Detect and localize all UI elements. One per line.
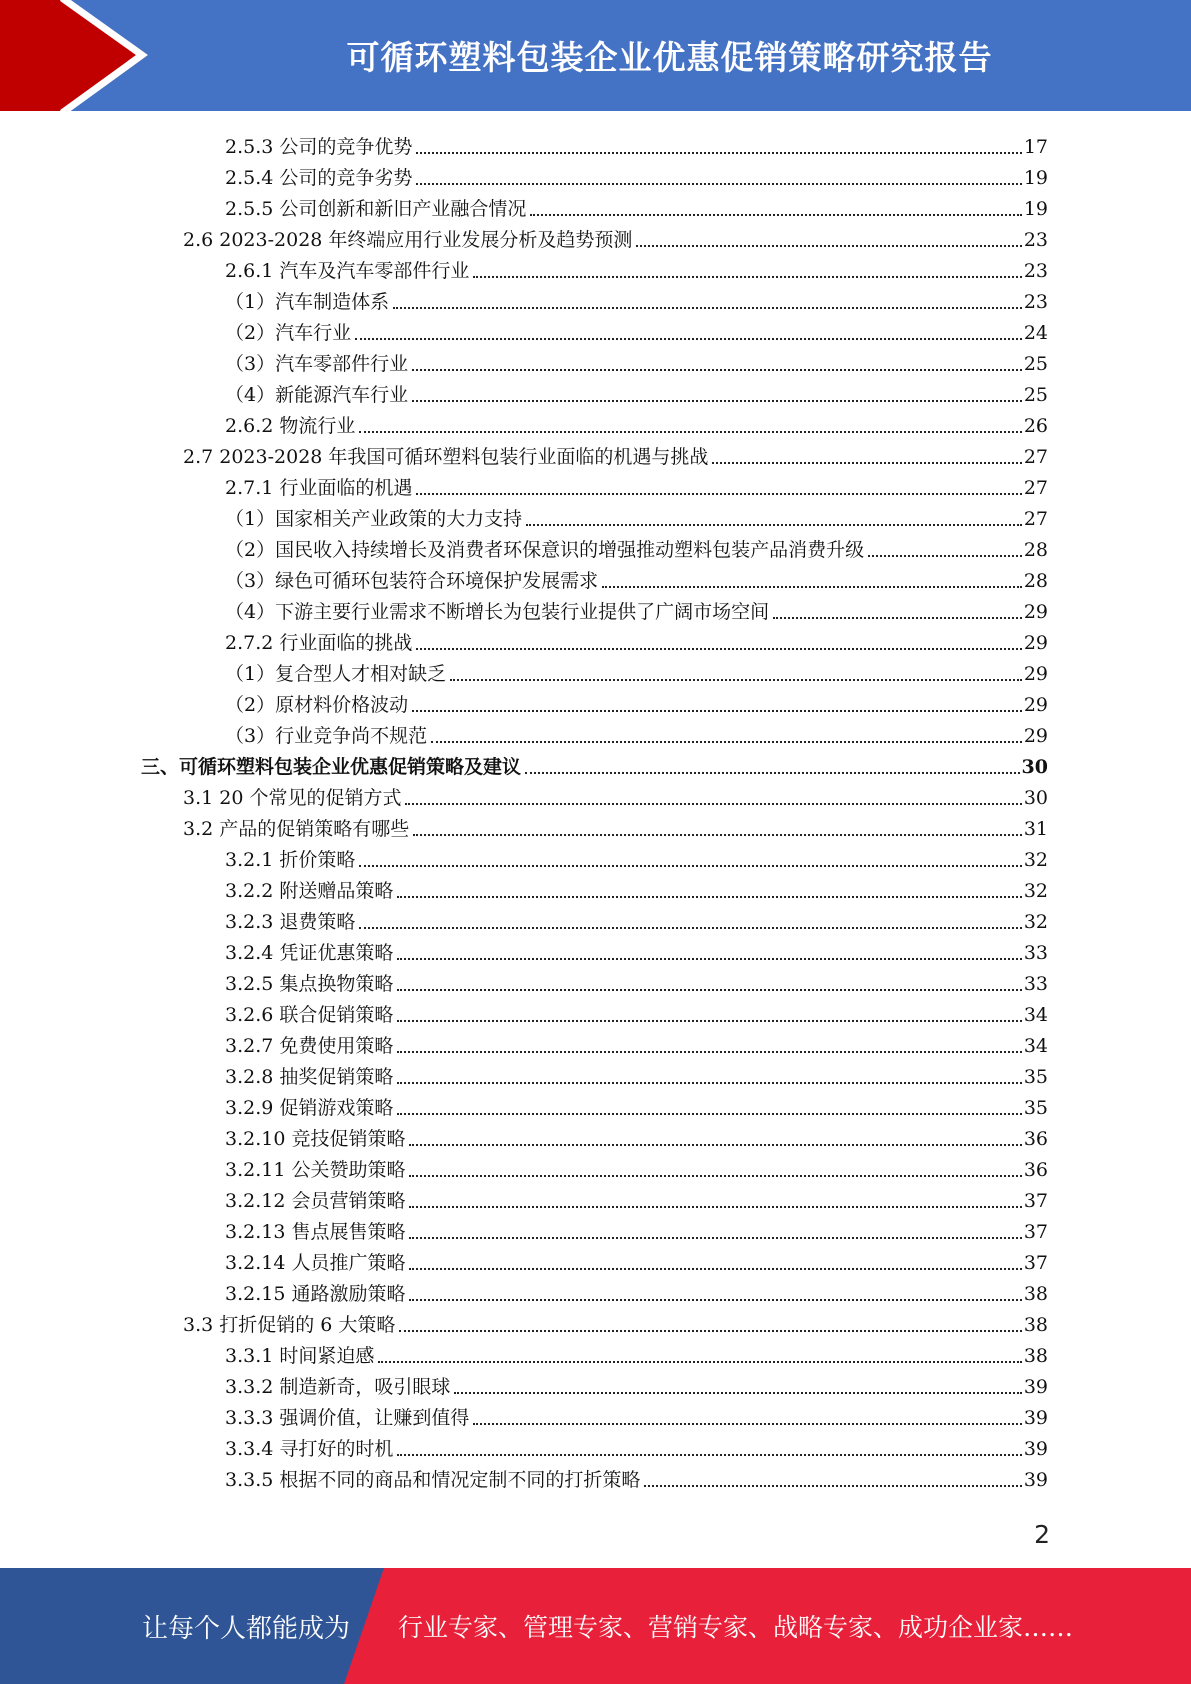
toc-leader-dots xyxy=(409,1175,1021,1177)
toc-entry[interactable] xyxy=(183,779,1048,810)
toc-entry[interactable] xyxy=(225,965,1048,996)
toc-leader-dots xyxy=(397,1454,1021,1456)
toc-entry-page: 25 xyxy=(1023,384,1048,406)
toc-entry-page: 35 xyxy=(1023,1066,1048,1088)
toc-entry-page: 27 xyxy=(1023,477,1048,499)
toc-entry-page: 27 xyxy=(1023,508,1048,530)
toc-leader-dots xyxy=(416,183,1021,185)
toc-entry-page: 33 xyxy=(1023,942,1048,964)
toc-entry-page: 25 xyxy=(1023,353,1048,375)
toc-entry-page: 39 xyxy=(1023,1438,1048,1460)
toc-entry-label: （3）汽车零部件行业 xyxy=(225,353,409,375)
toc-entry[interactable] xyxy=(225,500,1048,531)
toc-entry[interactable] xyxy=(183,438,1048,469)
toc-entry-page: 30 xyxy=(1023,787,1048,809)
toc-entry[interactable] xyxy=(225,1151,1048,1182)
toc-entry-label: 3.3.2 制造新奇，吸引眼球 xyxy=(225,1376,451,1398)
toc-entry-page: 19 xyxy=(1023,167,1048,189)
toc-entry-page: 32 xyxy=(1023,849,1048,871)
toc-entry-page: 39 xyxy=(1023,1407,1048,1429)
toc-entry-page: 23 xyxy=(1023,260,1048,282)
toc-entry-label: 3.2.10 竞技促销策略 xyxy=(225,1128,406,1150)
toc-entry[interactable] xyxy=(225,655,1048,686)
toc-entry[interactable] xyxy=(183,810,1048,841)
toc-leader-dots xyxy=(397,1051,1021,1053)
toc-entry-page: 29 xyxy=(1023,632,1048,654)
toc-entry-page: 36 xyxy=(1023,1159,1048,1181)
chevron-arrow-icon xyxy=(0,0,160,111)
toc-leader-dots xyxy=(712,462,1021,464)
toc-entry[interactable] xyxy=(225,376,1048,407)
toc-entry-label: 3.2.7 免费使用策略 xyxy=(225,1035,394,1057)
toc-entry[interactable] xyxy=(225,1027,1048,1058)
footer-slogan-left: 让每个人都能成为 xyxy=(142,1613,351,1644)
toc-leader-dots xyxy=(416,648,1021,650)
toc-leader-dots xyxy=(644,1485,1021,1487)
toc-leader-dots xyxy=(405,803,1021,805)
toc-entry[interactable] xyxy=(225,686,1048,717)
toc-entry-label: 3.2.2 附送赠品策略 xyxy=(225,880,394,902)
toc-entry-label: （3）行业竞争尚不规范 xyxy=(225,725,428,747)
toc-leader-dots xyxy=(416,493,1021,495)
toc-entry[interactable] xyxy=(225,1430,1048,1461)
toc-entry-label: （4）新能源汽车行业 xyxy=(225,384,409,406)
toc-entry-label: 3.2.4 凭证优惠策略 xyxy=(225,942,394,964)
toc-entry[interactable] xyxy=(225,345,1048,376)
report-title: 可循环塑料包装企业优惠促销策略研究报告 xyxy=(346,38,993,77)
toc-leader-dots xyxy=(431,741,1022,743)
toc-entry-label: 3.2.12 会员营销策略 xyxy=(225,1190,406,1212)
toc-leader-dots xyxy=(413,834,1022,836)
toc-leader-dots xyxy=(393,307,1022,309)
toc-entry-page: 29 xyxy=(1023,725,1048,747)
toc-entry-page: 38 xyxy=(1023,1283,1048,1305)
toc-entry-page: 37 xyxy=(1023,1190,1048,1212)
toc-leader-dots xyxy=(409,1237,1021,1239)
toc-entry-page: 36 xyxy=(1023,1128,1048,1150)
toc-entry[interactable] xyxy=(225,1368,1048,1399)
toc-entry[interactable] xyxy=(225,1337,1048,1368)
toc-leader-dots xyxy=(525,772,1020,774)
toc-entry[interactable] xyxy=(225,717,1048,748)
toc-leader-dots xyxy=(602,586,1022,588)
toc-entry-label: （3）绿色可循环包装符合环境保护发展需求 xyxy=(225,570,599,592)
toc-leader-dots xyxy=(397,958,1021,960)
toc-entry[interactable] xyxy=(225,469,1048,500)
toc-entry-label: 3.2.15 通路激励策略 xyxy=(225,1283,406,1305)
toc-entry-page: 38 xyxy=(1023,1345,1048,1367)
toc-entry-label: 2.6.1 汽车及汽车零部件行业 xyxy=(225,260,470,282)
toc-entry-label: 3.2.6 联合促销策略 xyxy=(225,1004,394,1026)
toc-entry[interactable] xyxy=(225,159,1048,190)
toc-entry-label: 3.3 打折促销的 6 大策略 xyxy=(183,1314,396,1336)
toc-leader-dots xyxy=(450,679,1022,681)
toc-entry-label: （1）汽车制造体系 xyxy=(225,291,390,313)
toc-entry-page: 38 xyxy=(1023,1314,1048,1336)
toc-entry-page: 29 xyxy=(1023,694,1048,716)
toc-entry-label: （1）复合型人才相对缺乏 xyxy=(225,663,447,685)
toc-entry-label: 3.2.13 售点展售策略 xyxy=(225,1221,406,1243)
toc-entry[interactable] xyxy=(183,221,1048,252)
toc-entry-label: 2.5.5 公司创新和新旧产业融合情况 xyxy=(225,198,527,220)
toc-entry[interactable] xyxy=(225,593,1048,624)
toc-leader-dots xyxy=(773,617,1022,619)
toc-leader-dots xyxy=(412,400,1022,402)
toc-entry[interactable] xyxy=(225,128,1048,159)
toc-entry-label: 3.2.9 促销游戏策略 xyxy=(225,1097,394,1119)
toc-entry-page: 23 xyxy=(1023,291,1048,313)
toc-leader-dots xyxy=(473,1423,1021,1425)
toc-leader-dots xyxy=(473,276,1021,278)
toc-entry[interactable] xyxy=(225,407,1048,438)
toc-leader-dots xyxy=(359,431,1021,433)
toc-entry[interactable] xyxy=(225,1275,1048,1306)
toc-entry[interactable] xyxy=(225,531,1048,562)
toc-entry-page: 39 xyxy=(1023,1376,1048,1398)
toc-entry-page: 32 xyxy=(1023,911,1048,933)
toc-leader-dots xyxy=(412,710,1022,712)
toc-leader-dots xyxy=(399,1330,1021,1332)
toc-entry-page: 32 xyxy=(1023,880,1048,902)
toc-entry-label: 3.2 产品的促销策略有哪些 xyxy=(183,818,410,840)
toc-entry-label: （4）下游主要行业需求不断增长为包装行业提供了广阔市场空间 xyxy=(225,601,770,623)
toc-entry[interactable] xyxy=(225,841,1048,872)
toc-entry-page: 35 xyxy=(1023,1097,1048,1119)
header-band xyxy=(0,0,1191,111)
toc-leader-dots xyxy=(355,338,1022,340)
toc-entry[interactable] xyxy=(225,562,1048,593)
toc-leader-dots xyxy=(378,1361,1021,1363)
toc-entry-page: 17 xyxy=(1023,136,1048,158)
toc-entry-label: 3.1 20 个常见的促销方式 xyxy=(183,787,402,809)
toc-entry-label: （2）国民收入持续增长及消费者环保意识的增强推动塑料包装产品消费升级 xyxy=(225,539,865,561)
toc-entry[interactable] xyxy=(225,1089,1048,1120)
toc-leader-dots xyxy=(397,1082,1021,1084)
toc-entry[interactable] xyxy=(225,1058,1048,1089)
toc-entry-label: 3.3.3 强调价值，让赚到值得 xyxy=(225,1407,470,1429)
toc-entry[interactable] xyxy=(225,1182,1048,1213)
toc-leader-dots xyxy=(416,152,1021,154)
toc-entry[interactable] xyxy=(225,283,1048,314)
toc-entry-label: 3.3.4 寻打好的时机 xyxy=(225,1438,394,1460)
toc-entry-label: （2）汽车行业 xyxy=(225,322,352,344)
toc-entry[interactable] xyxy=(225,1244,1048,1275)
toc-entry[interactable] xyxy=(225,1461,1048,1492)
page-number: 2 xyxy=(1034,1520,1050,1549)
toc-leader-dots xyxy=(454,1392,1021,1394)
toc-entry[interactable] xyxy=(141,748,1048,779)
toc-entry-label: 3.2.3 退费策略 xyxy=(225,911,356,933)
toc-entry-page: 23 xyxy=(1023,229,1048,251)
toc-entry[interactable] xyxy=(225,314,1048,345)
toc-entry-label: 3.2.14 人员推广策略 xyxy=(225,1252,406,1274)
toc-entry[interactable] xyxy=(183,1306,1048,1337)
toc-entry-label: 2.6.2 物流行业 xyxy=(225,415,356,437)
toc-entry-label: 三、可循环塑料包装企业优惠促销策略及建议 xyxy=(141,756,522,778)
toc-leader-dots xyxy=(359,927,1021,929)
toc-entry-page: 34 xyxy=(1023,1004,1048,1026)
toc-entry-label: 3.2.1 折价策略 xyxy=(225,849,356,871)
toc-entry[interactable] xyxy=(225,190,1048,221)
toc-leader-dots xyxy=(397,1113,1021,1115)
toc-entry-label: 3.2.11 公关赞助策略 xyxy=(225,1159,406,1181)
toc-leader-dots xyxy=(397,989,1021,991)
toc-entry[interactable] xyxy=(225,1399,1048,1430)
toc-entry-page: 29 xyxy=(1023,601,1048,623)
toc-entry[interactable] xyxy=(225,1120,1048,1151)
toc-leader-dots xyxy=(409,1299,1021,1301)
toc-entry-label: 3.2.8 抽奖促销策略 xyxy=(225,1066,394,1088)
toc-entry[interactable] xyxy=(225,1213,1048,1244)
footer-band xyxy=(0,1568,1191,1684)
toc-entry-page: 34 xyxy=(1023,1035,1048,1057)
toc-leader-dots xyxy=(412,369,1022,371)
toc-entry-label: （1）国家相关产业政策的大力支持 xyxy=(225,508,523,530)
toc-entry[interactable] xyxy=(225,934,1048,965)
toc-entry-page: 28 xyxy=(1023,570,1048,592)
toc-entry-label: 2.7 2023-2028 年我国可循环塑料包装行业面临的机遇与挑战 xyxy=(183,446,709,468)
toc-entry-label: 3.3.5 根据不同的商品和情况定制不同的打折策略 xyxy=(225,1469,641,1491)
toc-leader-dots xyxy=(526,524,1022,526)
toc-entry-page: 29 xyxy=(1023,663,1048,685)
toc-entry-page: 33 xyxy=(1023,973,1048,995)
toc-entry-label: 2.5.4 公司的竞争劣势 xyxy=(225,167,413,189)
toc-entry-page: 19 xyxy=(1023,198,1048,220)
toc-entry-page: 39 xyxy=(1023,1469,1048,1491)
toc-entry[interactable] xyxy=(225,996,1048,1027)
toc-leader-dots xyxy=(636,245,1021,247)
toc-leader-dots xyxy=(397,896,1021,898)
toc-leader-dots xyxy=(409,1206,1021,1208)
toc-leader-dots xyxy=(530,214,1021,216)
toc-entry-label: 2.6 2023-2028 年终端应用行业发展分析及趋势预测 xyxy=(183,229,633,251)
toc-leader-dots xyxy=(397,1020,1021,1022)
toc-entry-page: 37 xyxy=(1023,1221,1048,1243)
toc-entry-label: （2）原材料价格波动 xyxy=(225,694,409,716)
toc-entry[interactable] xyxy=(225,872,1048,903)
toc-entry-page: 30 xyxy=(1021,756,1048,778)
toc-entry[interactable] xyxy=(225,624,1048,655)
footer-slogan-right: 行业专家、管理专家、营销专家、战略专家、成功企业家…… xyxy=(398,1613,1074,1642)
toc-entry[interactable] xyxy=(225,252,1048,283)
toc-leader-dots xyxy=(868,555,1022,557)
toc-entry-page: 24 xyxy=(1023,322,1048,344)
toc-leader-dots xyxy=(409,1144,1021,1146)
toc-entry-page: 28 xyxy=(1023,539,1048,561)
toc-entry-label: 3.2.5 集点换物策略 xyxy=(225,973,394,995)
toc-entry-page: 26 xyxy=(1023,415,1048,437)
toc-entry[interactable] xyxy=(225,903,1048,934)
toc-entry-page: 37 xyxy=(1023,1252,1048,1274)
toc-entry-label: 2.5.3 公司的竞争优势 xyxy=(225,136,413,158)
toc-entry-label: 2.7.1 行业面临的机遇 xyxy=(225,477,413,499)
toc-entry-page: 27 xyxy=(1023,446,1048,468)
toc-entry-page: 31 xyxy=(1023,818,1048,840)
toc-entry-label: 3.3.1 时间紧迫感 xyxy=(225,1345,375,1367)
toc-leader-dots xyxy=(409,1268,1021,1270)
toc-leader-dots xyxy=(359,865,1021,867)
toc-entry-label: 2.7.2 行业面临的挑战 xyxy=(225,632,413,654)
